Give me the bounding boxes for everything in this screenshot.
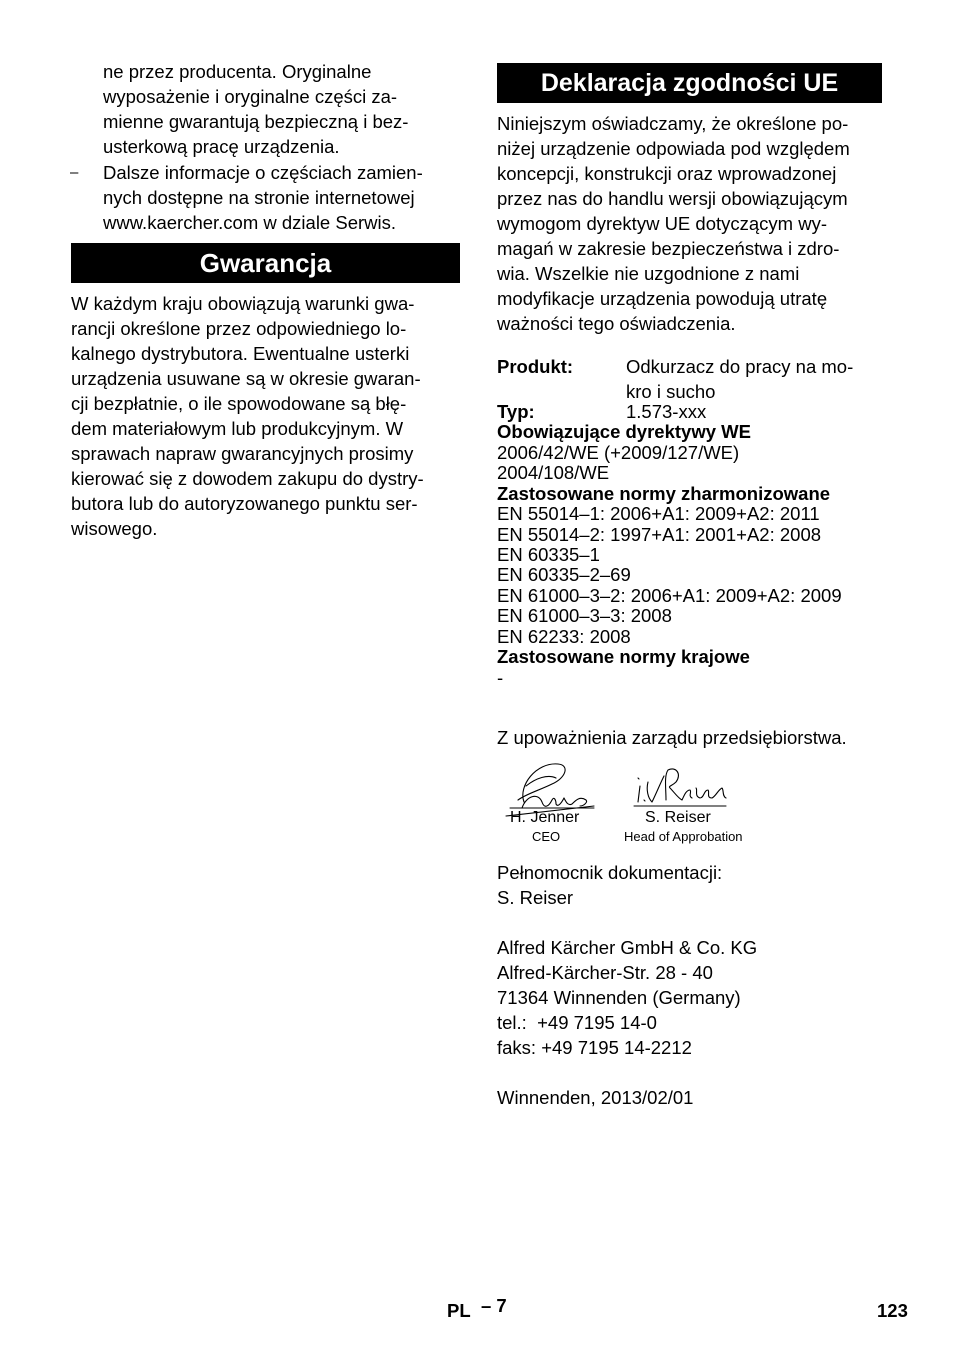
harmonized-heading: Zastosowane normy zharmonizowane — [497, 483, 831, 504]
signer-name: S. Reiser — [645, 809, 711, 826]
declaration-line: wia. Wszelkie nie uzgodnione z nami — [497, 263, 800, 284]
declaration-heading: Deklaracja zgodności UE — [497, 63, 882, 103]
warranty-line: dem materiałowym lub produkcyjnym. W — [71, 418, 404, 439]
documentation-label: Pełnomocnik dokumentacji: — [497, 862, 723, 883]
bullet-line: Dalsze informacje o częściach zamien- — [103, 162, 423, 183]
product-value: Odkurzacz do pracy na mo- — [626, 356, 854, 377]
product-label: Produkt: — [497, 356, 574, 377]
signature-reiser — [638, 769, 726, 802]
company-line: Alfred Kärcher GmbH & Co. KG — [497, 937, 758, 958]
declaration-line: niżej urządzenie odpowiada pod względem — [497, 138, 850, 159]
company-line: faks: +49 7195 14-2212 — [497, 1037, 692, 1058]
footer-language: PL — [447, 1300, 471, 1321]
warranty-line: wisowego. — [71, 518, 158, 539]
company-line: 71364 Winnenden (Germany) — [497, 987, 741, 1008]
harmonized-item: EN 55014–1: 2006+A1: 2009+A2: 2011 — [497, 503, 820, 524]
intro-line: ne przez producenta. Oryginalne — [103, 61, 372, 82]
warranty-line: W każdym kraju obowiązują warunki gwa- — [71, 293, 415, 314]
warranty-line: butora lub do autoryzowanego punktu ser- — [71, 493, 418, 514]
warranty-line: urządzenia usuwane są w okresie gwaran- — [71, 368, 421, 389]
bullet-marker: – — [70, 164, 79, 181]
bullet-line: www.kaercher.com w dziale Serwis. — [103, 212, 397, 233]
harmonized-item: EN 55014–2: 1997+A1: 2001+A2: 2008 — [497, 524, 822, 545]
warranty-line: kalnego dystrybutora. Ewentualne usterki — [71, 343, 410, 364]
directive-item: 2004/108/WE — [497, 462, 610, 483]
harmonized-item: EN 60335–1 — [497, 544, 600, 565]
intro-line: wyposażenie i oryginalne części za- — [103, 86, 398, 107]
company-line: Alfred-Kärcher-Str. 28 - 40 — [497, 962, 713, 983]
footer-section-page: – 7 — [481, 1295, 507, 1316]
type-value: 1.573-xxx — [626, 401, 707, 422]
company-line: tel.: +49 7195 14-0 — [497, 1012, 657, 1033]
type-label: Typ: — [497, 401, 535, 422]
intro-line: usterkową pracę urządzenia. — [103, 136, 340, 157]
declaration-line: przez nas do handlu wersji obowiązującym — [497, 188, 848, 209]
place-date: Winnenden, 2013/02/01 — [497, 1087, 694, 1108]
declaration-line: magań w zakresie bezpieczeństwa i zdro- — [497, 238, 840, 259]
declaration-line: modyfikacje urządzenia powodują utratę — [497, 288, 828, 309]
warranty-line: rancji określone przez odpowiedniego lo- — [71, 318, 407, 339]
signer-title: CEO — [532, 829, 561, 844]
directive-item: 2006/42/WE (+2009/127/WE) — [497, 442, 740, 463]
warranty-line: cji bezpłatnie, o ile spowodowane są błę- — [71, 393, 407, 414]
authorization-text: Z upoważnienia zarządu przedsiębiorstwa. — [497, 727, 847, 748]
signer-title: Head of Approbation — [624, 829, 743, 844]
harmonized-item: EN 60335–2–69 — [497, 564, 631, 585]
warranty-heading: Gwarancja — [71, 243, 460, 283]
bullet-line: nych dostępne na stronie internetowej — [103, 187, 415, 208]
declaration-line: wymogom dyrektyw UE dotyczącym wy- — [497, 213, 827, 234]
product-value: kro i sucho — [626, 381, 716, 402]
warranty-line: sprawach napraw gwarancyjnych prosimy — [71, 443, 414, 464]
page-number: 123 — [877, 1300, 908, 1321]
national-heading: Zastosowane normy krajowe — [497, 646, 750, 667]
intro-line: mienne gwarantują bezpieczną i bez- — [103, 111, 409, 132]
documentation-person: S. Reiser — [497, 887, 574, 908]
declaration-line: ważności tego oświadczenia. — [497, 313, 736, 334]
warranty-line: kierować się z dowodem zakupu do dystry- — [71, 468, 424, 489]
harmonized-item: EN 61000–3–2: 2006+A1: 2009+A2: 2009 — [497, 585, 842, 606]
harmonized-item: EN 62233: 2008 — [497, 626, 631, 647]
harmonized-item: EN 61000–3–3: 2008 — [497, 605, 672, 626]
signer-name: H. Jenner — [510, 809, 580, 826]
directives-heading: Obowiązujące dyrektywy WE — [497, 421, 751, 442]
declaration-line: koncepcji, konstrukcji oraz wprowadzonej — [497, 163, 837, 184]
national-value: - — [497, 667, 504, 688]
declaration-line: Niniejszym oświadczamy, że określone po- — [497, 113, 849, 134]
